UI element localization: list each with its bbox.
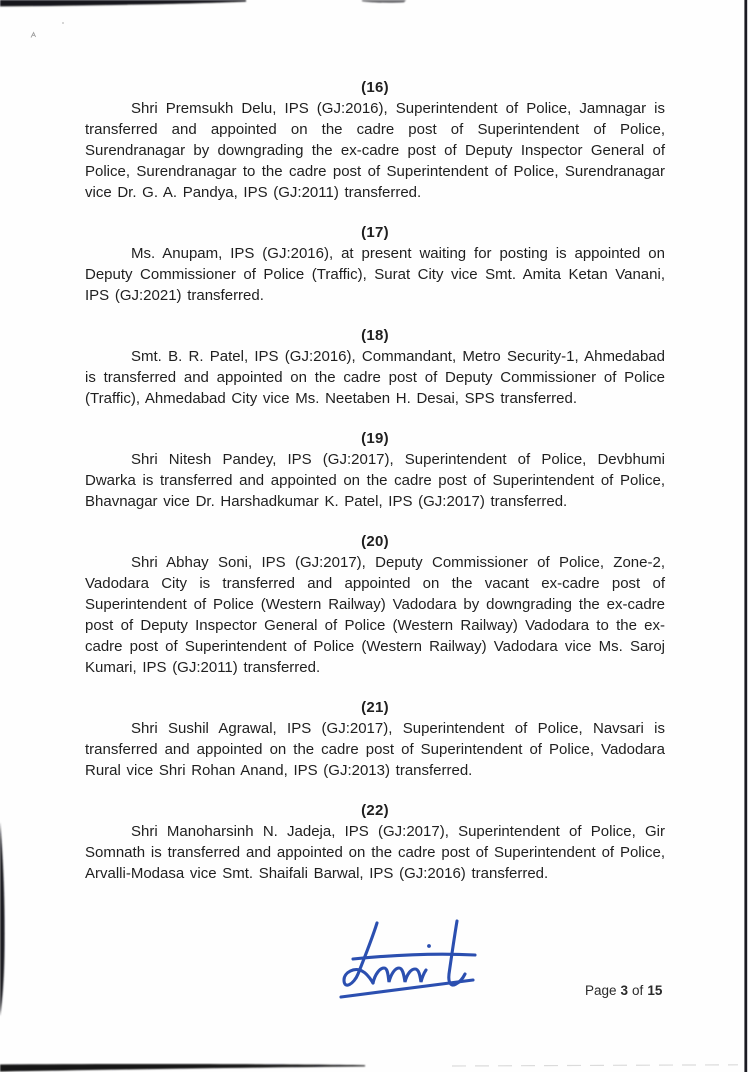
order-paragraph — [85, 428, 665, 512]
pencil-mark — [31, 33, 36, 38]
order-paragraph — [85, 531, 665, 678]
paragraph-number: (18) — [361, 327, 389, 344]
paragraph-number: (20) — [361, 533, 389, 550]
page-number-of: of — [632, 983, 644, 998]
paragraph-text: Smt. B. R. Patel, IPS (GJ:2016), Commandant, Metro Security-1, Ahmedabad is transferred and appointed on the cadre post of Deputy Commissioner of Police (Traffic), Ahmedabad City vice Ms. Neetaben H. Desai, SPS transferred. — [85, 348, 665, 407]
paragraph-text: Shri Manoharsinh N. Jadeja, IPS (GJ:2017), Superintendent of Police, Gir Somnath is transferred and appointed on the cadre post of Superintendent of Police, Arvalli-Modasa vice Smt. Shaifali Barwal, IPS (GJ:2016) transferred. — [85, 823, 665, 882]
paragraph-text: Shri Sushil Agrawal, IPS (GJ:2017), Superintendent of Police, Navsari is transferred and appointed on the cadre post of Superintendent of Police, Vadodara Rural vice Shri Rohan Anand, IPS (GJ:2013) transferred. — [85, 720, 665, 779]
scan-edge-right — [744, 0, 747, 1072]
order-paragraph — [85, 325, 665, 409]
order-paragraph — [85, 222, 665, 306]
paragraph-text: Shri Abhay Soni, IPS (GJ:2017), Deputy Commissioner of Police, Zone-2, Vadodara City is transferred and appointed on the vacant ex-cadre post of Superintendent of Police (Western Railway) Vadodara by downgrading the ex-cadre post of Deputy Inspector General of Police (Western Railway) Vadodara to the ex-cadre post of Superintendent of Police (Western Railway) Vadodara vice Ms. Saroj Kumari, IPS (GJ:2011) transferred. — [85, 554, 665, 676]
paragraph-text: Shri Nitesh Pandey, IPS (GJ:2017), Superintendent of Police, Devbhumi Dwarka is transferred and appointed on the cadre post of Superintendent of Police, Bhavnagar vice Dr. Harshadkumar K. Patel, IPS (GJ:2017) transferred. — [85, 451, 665, 510]
page-number-total: 15 — [647, 983, 663, 998]
order-content — [85, 77, 665, 884]
order-paragraph — [85, 800, 665, 884]
paragraph-text: Ms. Anupam, IPS (GJ:2016), at present waiting for posting is appointed on Deputy Commissioner of Police (Traffic), Surat City vice Smt. Amita Ketan Vanani, IPS (GJ:2021) transferred. — [85, 245, 665, 304]
paragraph-number: (19) — [361, 430, 389, 447]
paragraph-number: (17) — [361, 224, 389, 241]
paragraph-number: (16) — [361, 79, 389, 96]
signature-icon — [333, 917, 483, 1007]
paragraph-number: (21) — [361, 699, 389, 716]
paragraph-number: (22) — [361, 802, 389, 819]
order-paragraph — [85, 77, 665, 203]
page-number-prefix: Page — [585, 983, 617, 998]
order-paragraph — [85, 697, 665, 781]
paragraph-text: Shri Premsukh Delu, IPS (GJ:2016), Superintendent of Police, Jamnagar is transferred and appointed on the cadre post of Superintendent of Police, Surendranagar by downgrading the ex-cadre post of Deputy Inspector General of Police, Surendranagar to the cadre post of Superintendent of Police, Surendranagar vice Dr. G. A. Pandya, IPS (GJ:2011) transferred. — [85, 100, 665, 201]
page-number-current: 3 — [620, 983, 629, 998]
scan-smudge-top — [362, 0, 406, 3]
page-number — [585, 982, 662, 1000]
scan-edge-left — [0, 822, 5, 1016]
pencil-dot — [62, 22, 64, 24]
scan-edge-top — [0, 0, 246, 6]
scan-edge-bottom — [0, 1064, 365, 1072]
scan-trace-bottom — [452, 1065, 738, 1066]
